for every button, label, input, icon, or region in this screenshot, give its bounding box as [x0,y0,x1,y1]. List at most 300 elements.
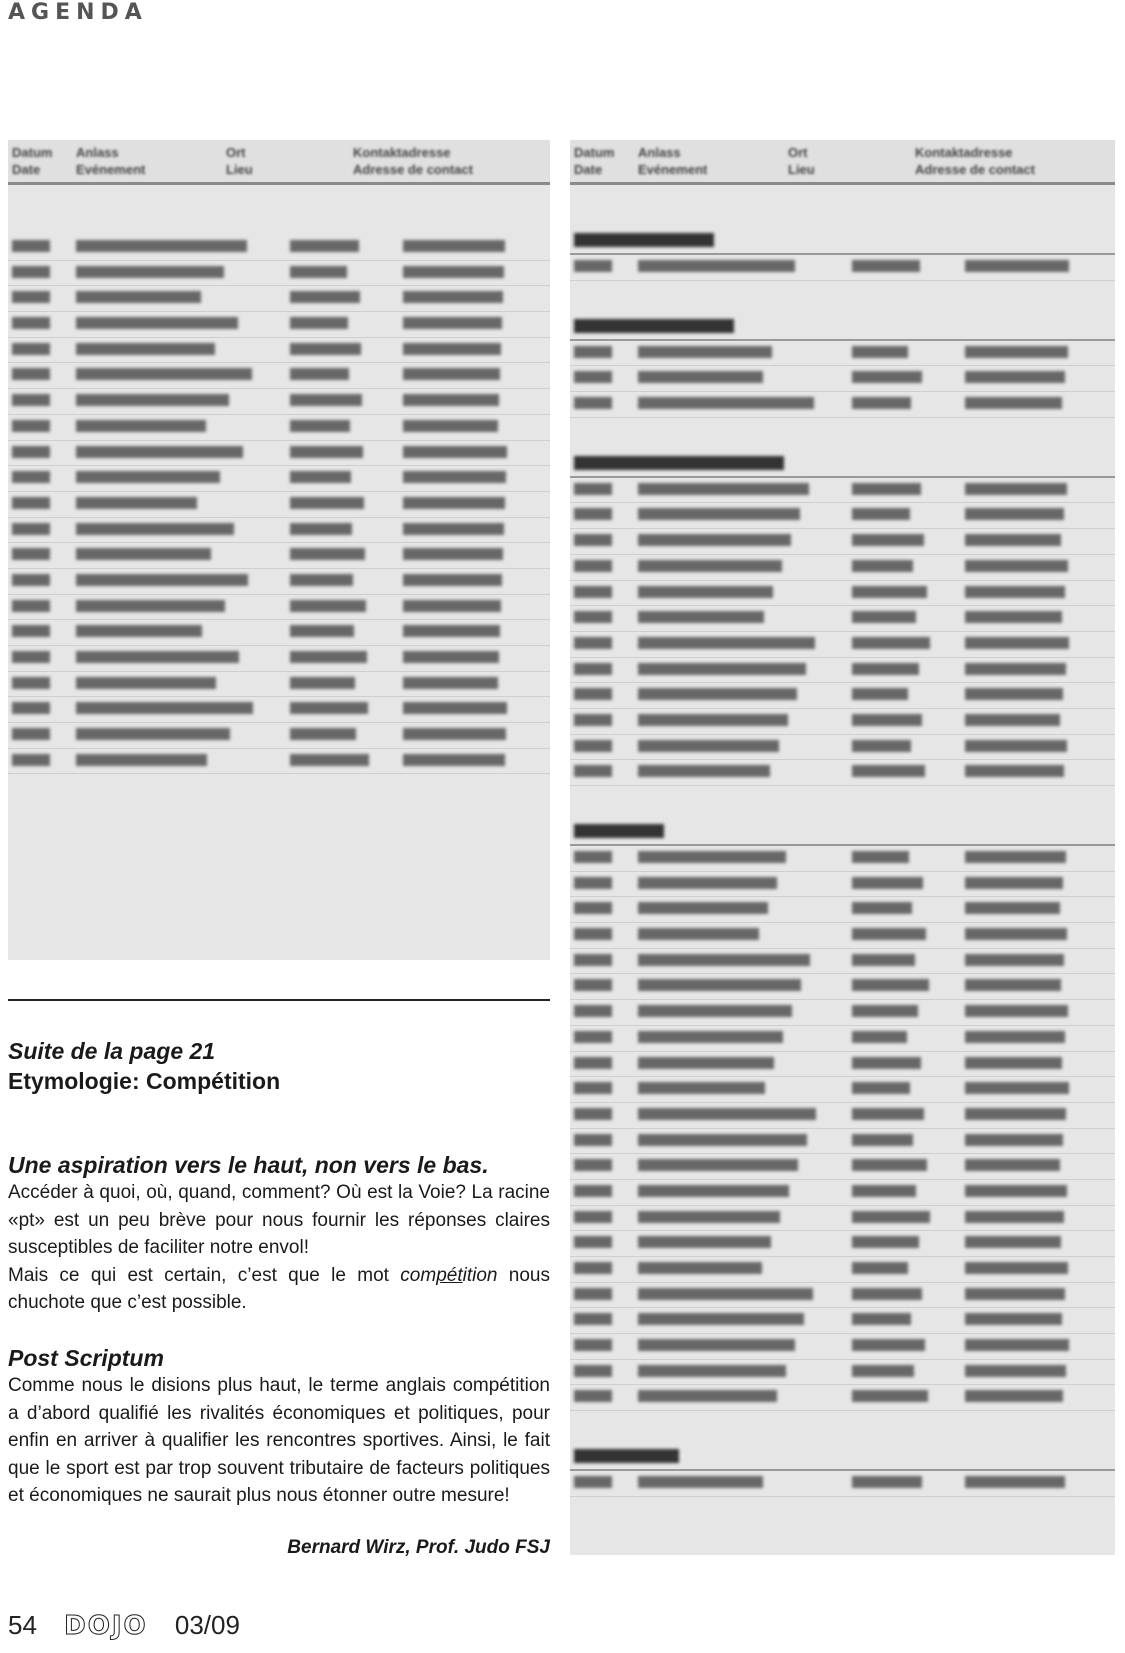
illegible-cell [638,397,814,409]
col-place-header: Ort Lieu [788,145,815,177]
illegible-cell [965,1236,1061,1248]
illegible-cell [852,714,922,726]
illegible-cell [965,534,1061,546]
illegible-cell [574,1339,612,1351]
illegible-cell [852,508,910,520]
illegible-cell [638,1108,816,1120]
illegible-cell [290,446,363,458]
illegible-cell [12,728,50,740]
illegible-cell [574,877,612,889]
illegible-cell [76,677,216,689]
illegible-cell [965,1390,1063,1402]
illegible-cell [638,1005,792,1017]
illegible-cell [574,1005,612,1017]
illegible-cell [574,560,612,572]
illegible-cell [574,851,612,863]
paragraph [8,1262,550,1317]
illegible-cell [574,534,612,546]
illegible-cell [574,1134,612,1146]
illegible-cell [852,637,930,649]
illegible-cell [638,928,759,940]
illegible-cell [852,1082,910,1094]
table-row [570,658,1115,684]
table-row [8,749,550,775]
illegible-cell [403,754,505,766]
illegible-cell [403,471,506,483]
illegible-cell [290,548,365,560]
table-row [8,723,550,749]
illegible-cell [638,586,773,598]
table-row [570,529,1115,555]
illegible-section-title [574,1449,679,1463]
illegible-cell [12,651,50,663]
col-place-header: Ort Lieu [226,145,253,177]
illegible-cell [574,688,612,700]
emphasized-word: compétition [400,1264,498,1286]
illegible-cell [290,651,367,663]
illegible-cell [403,291,503,303]
table-row [570,1308,1115,1334]
table-row [570,1103,1115,1129]
illegible-cell [12,677,50,689]
illegible-cell [965,1313,1062,1325]
illegible-cell [403,548,503,560]
illegible-cell [852,346,908,358]
illegible-cell [852,877,923,889]
illegible-cell [965,346,1068,358]
illegible-cell [574,637,612,649]
table-row [570,1180,1115,1206]
illegible-cell [638,260,795,272]
illegible-cell [965,1339,1069,1351]
illegible-cell [852,1236,919,1248]
table-row [8,646,550,672]
illegible-cell [12,317,50,329]
illegible-cell [852,483,921,495]
illegible-cell [852,1159,927,1171]
illegible-cell [638,1313,804,1325]
illegible-cell [403,728,506,740]
illegible-cell [76,446,243,458]
illegible-cell [574,979,612,991]
illegible-cell [852,954,915,966]
illegible-cell [403,600,501,612]
table-row [8,466,550,492]
illegible-cell [403,625,500,637]
illegible-cell [852,611,916,623]
illegible-cell [965,1082,1069,1094]
illegible-cell [852,740,911,752]
illegible-cell [965,483,1067,495]
illegible-cell [638,740,779,752]
illegible-cell [12,548,50,560]
illegible-cell [638,902,768,914]
illegible-cell [852,1288,922,1300]
agenda-table-right [570,140,1115,1555]
illegible-cell [574,1390,612,1402]
illegible-cell [965,1262,1068,1274]
table-header-row [570,140,1115,185]
article-continuation: Suite de la page 21 [8,1038,216,1064]
illegible-cell [403,240,505,252]
illegible-cell [574,928,612,940]
illegible-cell [574,1236,612,1248]
illegible-cell [403,368,500,380]
illegible-cell [638,1339,795,1351]
illegible-cell [290,471,351,483]
section-heading: Une aspiration vers le haut, non vers le bas. [8,1152,489,1178]
illegible-cell [638,560,782,572]
table-sections [570,195,1115,1497]
illegible-cell [76,317,238,329]
section-label [570,311,1115,341]
illegible-cell [76,625,202,637]
illegible-cell [12,394,50,406]
table-row [8,441,550,467]
illegible-cell [12,343,50,355]
illegible-cell [403,702,507,714]
illegible-cell [290,368,349,380]
illegible-cell [76,394,229,406]
article-section-1 [8,1152,550,1317]
illegible-cell [574,1262,612,1274]
illegible-cell [965,663,1066,675]
illegible-cell [852,663,919,675]
illegible-cell [12,574,50,586]
illegible-cell [76,343,215,355]
table-row [570,1129,1115,1155]
illegible-cell [965,560,1068,572]
table-row [8,338,550,364]
illegible-cell [290,677,355,689]
illegible-cell [852,1185,916,1197]
illegible-cell [638,1262,762,1274]
illegible-cell [76,266,224,278]
illegible-cell [852,1108,924,1120]
illegible-cell [965,714,1060,726]
illegible-cell [403,651,499,663]
illegible-cell [574,1288,612,1300]
illegible-cell [638,1390,777,1402]
table-row [8,569,550,595]
illegible-cell [403,394,499,406]
illegible-cell [638,1057,774,1069]
illegible-cell [852,979,929,991]
illegible-cell [965,1108,1066,1120]
table-row [570,1334,1115,1360]
table-row [570,923,1115,949]
illegible-cell [638,851,786,863]
illegible-cell [290,497,364,509]
illegible-cell [290,394,362,406]
illegible-cell [965,1005,1068,1017]
illegible-cell [12,600,50,612]
illegible-cell [574,765,612,777]
illegible-cell [965,688,1063,700]
illegible-cell [965,928,1067,940]
illegible-cell [76,728,230,740]
illegible-cell [638,954,810,966]
illegible-cell [574,714,612,726]
illegible-cell [76,291,201,303]
illegible-cell [638,663,806,675]
issue-number: 03/09 [174,1610,240,1640]
illegible-cell [12,754,50,766]
table-row [570,683,1115,709]
illegible-cell [403,523,504,535]
table-row [570,1360,1115,1386]
illegible-cell [574,397,612,409]
illegible-cell [852,1365,914,1377]
table-row [8,286,550,312]
table-row [570,949,1115,975]
illegible-section-title [574,319,734,333]
illegible-cell [852,534,924,546]
illegible-section-title [574,233,714,247]
table-row [570,366,1115,392]
table-row [570,341,1115,367]
illegible-cell [638,1185,789,1197]
illegible-cell [852,1211,930,1223]
illegible-cell [638,1082,765,1094]
illegible-cell [638,1134,807,1146]
table-row [8,518,550,544]
illegible-cell [12,625,50,637]
illegible-cell [290,317,348,329]
illegible-cell [290,343,361,355]
illegible-cell [965,851,1066,863]
illegible-cell [965,611,1062,623]
table-row [570,1052,1115,1078]
illegible-cell [12,471,50,483]
magazine-logo: DOJO [64,1611,148,1641]
illegible-cell [290,625,354,637]
illegible-cell [574,1476,612,1488]
illegible-cell [965,954,1064,966]
illegible-cell [852,902,912,914]
illegible-cell [76,702,253,714]
table-row [570,846,1115,872]
col-contact-header: Kontaktadresse Adresse de contact [915,145,1035,177]
illegible-cell [965,371,1065,383]
table-row [8,261,550,287]
author-signature: Bernard Wirz, Prof. Judo FSJ [287,1537,550,1558]
col-date-header: Datum Date [12,145,53,177]
illegible-cell [290,420,350,432]
illegible-cell [290,600,366,612]
illegible-cell [12,240,50,252]
section-heading: Post Scriptum [8,1345,164,1371]
illegible-cell [290,523,352,535]
paragraph: Comme nous le disions plus haut, le terme anglais compétition a d’abord qualifié les rivalités économiques et politiques, pour enfin en arriver à qualifier les rencontres sportives. Ainsi, le fait que le sport est par trop souvent tributaire de facteurs politiques et économiques ne saurait plus nous étonner outre mesure! [8,1375,550,1506]
table-row [8,415,550,441]
illegible-cell [638,1211,780,1223]
illegible-cell [574,902,612,914]
article-section-2 [8,1345,550,1510]
illegible-cell [574,740,612,752]
table-row [8,595,550,621]
article-title: Etymologie: Compétition [8,1068,281,1094]
illegible-cell [574,663,612,675]
illegible-cell [12,497,50,509]
illegible-cell [574,508,612,520]
illegible-cell [965,902,1060,914]
illegible-cell [852,560,913,572]
illegible-cell [965,979,1061,991]
illegible-cell [638,1288,813,1300]
illegible-cell [852,371,922,383]
table-row [570,581,1115,607]
illegible-cell [852,1134,913,1146]
illegible-cell [852,1005,918,1017]
illegible-cell [574,1031,612,1043]
illegible-cell [12,446,50,458]
illegible-cell [12,523,50,535]
table-row [8,672,550,698]
illegible-cell [290,754,369,766]
table-row [570,606,1115,632]
illegible-cell [290,240,359,252]
paragraph-text: nous chuchote que c’est possible. [8,1264,550,1313]
table-row [570,1385,1115,1411]
table-row [570,735,1115,761]
table-row [570,632,1115,658]
illegible-cell [638,714,788,726]
paragraph-text: Mais ce qui est certain, c’est que le mot [8,1264,401,1286]
illegible-cell [403,266,504,278]
table-row [8,697,550,723]
illegible-cell [76,754,207,766]
section-label [570,225,1115,255]
illegible-cell [965,508,1064,520]
illegible-cell [638,765,770,777]
table-row [570,1026,1115,1052]
illegible-cell [638,483,809,495]
illegible-section-title [574,824,664,838]
table-row [570,1231,1115,1257]
illegible-cell [403,343,501,355]
illegible-cell [290,266,347,278]
table-row [8,235,550,261]
illegible-cell [76,368,252,380]
illegible-cell [403,574,502,586]
illegible-cell [76,651,239,663]
illegible-cell [574,586,612,598]
illegible-cell [403,677,498,689]
illegible-cell [852,851,909,863]
table-row [570,1471,1115,1497]
illegible-cell [12,368,50,380]
illegible-cell [290,291,360,303]
illegible-cell [852,1390,928,1402]
illegible-cell [403,497,505,509]
table-row [570,709,1115,735]
illegible-cell [12,702,50,714]
table-header-row [8,140,550,185]
illegible-cell [638,611,764,623]
illegible-cell [965,1288,1065,1300]
illegible-cell [965,1365,1066,1377]
illegible-cell [76,600,225,612]
illegible-cell [638,1365,786,1377]
illegible-cell [574,346,612,358]
table-row [570,478,1115,504]
table-row [570,555,1115,581]
illegible-cell [290,574,353,586]
illegible-cell [638,688,797,700]
illegible-cell [965,740,1067,752]
col-event-header: Anlass Evénement [638,145,708,177]
illegible-cell [852,260,920,272]
illegible-cell [852,1313,911,1325]
table-row [8,492,550,518]
illegible-cell [638,1159,798,1171]
illegible-cell [574,1185,612,1197]
illegible-cell [638,371,763,383]
page-number: 54 [8,1610,37,1640]
illegible-cell [574,483,612,495]
illegible-cell [574,1159,612,1171]
illegible-cell [574,1082,612,1094]
illegible-cell [852,928,926,940]
illegible-cell [638,534,791,546]
illegible-cell [12,291,50,303]
illegible-cell [76,548,211,560]
illegible-cell [852,397,911,409]
table-row [570,974,1115,1000]
illegible-cell [852,1262,908,1274]
illegible-cell [638,508,800,520]
illegible-cell [574,1211,612,1223]
illegible-cell [965,1185,1067,1197]
illegible-cell [852,1476,922,1488]
illegible-cell [965,1211,1064,1223]
illegible-cell [965,765,1064,777]
illegible-cell [638,1476,763,1488]
illegible-cell [76,420,206,432]
illegible-cell [12,266,50,278]
table-row [570,760,1115,786]
table-row [570,503,1115,529]
table-row [8,620,550,646]
article-divider [8,999,550,1001]
illegible-cell [76,497,197,509]
illegible-cell [638,1031,783,1043]
illegible-cell [403,446,507,458]
col-date-header: Datum Date [574,145,615,177]
table-row [570,1077,1115,1103]
section-header: AGENDA [8,0,148,25]
table-row [8,312,550,338]
illegible-cell [574,954,612,966]
illegible-cell [76,240,247,252]
illegible-cell [638,637,815,649]
illegible-cell [852,688,908,700]
section-label [570,448,1115,478]
illegible-cell [290,702,368,714]
table-row [570,1154,1115,1180]
illegible-cell [403,420,498,432]
paragraph: Accéder à quoi, où, quand, comment? Où est la Voie? La racine «pt» est un peu brève pour nous fournir les réponses claires susceptibles de faciliter notre envol! [8,1182,550,1258]
illegible-cell [852,586,927,598]
illegible-cell [965,1134,1063,1146]
illegible-cell [574,1108,612,1120]
table-row [8,363,550,389]
illegible-cell [574,1313,612,1325]
table-row [570,872,1115,898]
table-row [570,255,1115,281]
table-row [570,897,1115,923]
